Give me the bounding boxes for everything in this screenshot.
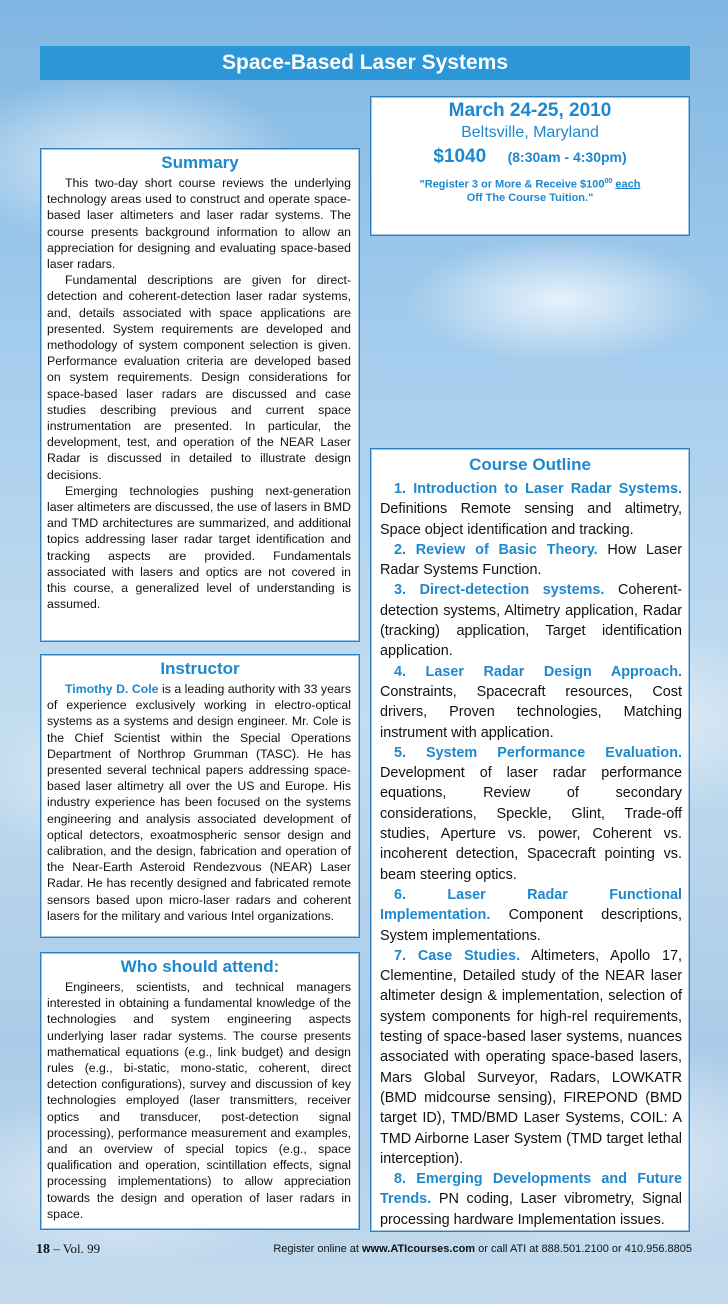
volume-label: – Vol. 99 [50,1240,101,1256]
audience-text: Engineers, scientists, and technical managers interested in obtaining a fundamental knowledge of the technologies and system engineering aspects underlying laser radar systems. The course presents mathematical equations (e.g., link budget) and design rules (e.g., bi-static, mono-static, coherent, direct detection configurations), survey and discussion of key technologies employed (laser transmitters, receiver optics and transducer, post-detection signal processing), performance measurement and examples, and an overview of special topics (e.g., space qualification and operation, scintillation effects, signal processing implementations) to allow appreciation towards the design and operation of laser radars in space. [47,980,351,1221]
module-text: Development of laser radar performance equations, Review of secondary considerations, Speckle, Glint, Trade-off studies, Aperture vs. power, Coherent vs. incoherent detection, Spacecraft pointing vs. beam steering optics. [380,765,682,883]
summary-heading: Summary [161,153,239,172]
module-title: 6. Laser Radar Functional Implementation. [380,886,682,924]
course-title: Space-Based Laser Systems [222,51,508,74]
summary-paragraph: Emerging technologies pushing next-generation laser altimeters are discussed, the use of lasers in BMD and TMD architectures are summarized, and additional topics addressing laser radar target identification and tracking aspects are provided. Fundamentals associated with lasers and optics are not covered in this course, a generalized level of understanding is assumed. [47,483,351,612]
instructor-bio [47,681,351,924]
instructor-box [40,654,360,938]
page-number: 18 [36,1241,50,1257]
module-text: Constraints, Spacecraft resources, Cost drivers, Proven technologies, Matching instrument with application. [380,683,682,741]
promo-text-start: "Register 3 or More & Receive $100 [419,178,605,191]
outline-module [380,580,682,661]
audience-heading: Who should attend: [120,957,280,976]
outline-module [380,662,682,743]
promo-each: each [615,178,641,191]
audience-box [40,952,360,1230]
module-title: 8. Emerging Developments and Future Trends. [380,1171,682,1208]
course-hours: (8:30am - 4:30pm) [507,149,627,166]
module-title: 4. Laser Radar Design Approach. [394,663,682,680]
website-link[interactable]: www.ATIcourses.com [362,1243,476,1255]
module-text: Coherent-detection systems, Altimetry application, Radar (tracking) application, Target identification application. [380,582,682,660]
module-text: How Laser Radar Systems Function. [380,541,682,579]
price-row [371,146,689,168]
summary-paragraph: Fundamental descriptions are given for direct-detection and coherent-detection laser radar systems, and, details associated with space applications are presented. System requirements are developed and methodology of system component selection is given. Performance evaluation criteria are developed based on system requirements. Design considerations for space-based laser radars are discussed and case studies describing previous and current space instrumentation are presented. In particular, the development, test, and operation of the NEAR Laser Radar is discussed in detailed to illustrate design decisions. [47,273,351,482]
registration-info [196,1243,692,1255]
page-reference [36,1241,196,1258]
instructor-name: Timothy D. Cole [65,682,159,696]
event-info-box [370,96,690,236]
promo-cents: 00 [604,177,613,185]
course-title-banner [40,46,690,80]
module-title: 2. Review of Basic Theory. [394,541,598,558]
register-text: Register online at [273,1243,362,1255]
module-title: 7. Case Studies. [394,947,521,964]
outline-module [380,479,682,540]
summary-box [40,148,360,642]
course-outline-box [370,448,690,1232]
group-discount-promo [371,175,689,206]
outline-module [380,743,682,885]
outline-module [380,885,682,946]
module-text: Definitions Remote sensing and altimetry, Space object identification and tracking. [380,501,682,538]
instructor-bio-text: is a leading authority with 33 years of experience exclusively working in electro-optical systems as a systems and design engineer. Mr. Cole is the Chief Scientist within the Special Operations Department of Northrop Grumman (TASC). He has presented several technical papers addressing space-based laser altimetry all over the US and Europe. His industry experience has been focused on the systems engineering and analysis associated development of optical detectors, exoatmospheric sensor design and calibration, and the design, fabrication and operation of the Near-Earth Asteroid Rendezvous (NEAR) Laser Radar. He has recently designed and fabricated remote sensors based upon micro-laser radars and coherent lasers for the military and various Intel organizations. [47,682,351,923]
summary-paragraph: This two-day short course reviews the underlying technology areas used to construct and operate space-based laser altimeters and laser radar systems. The course presents background information to allow an appreciation for designing and evaluating space-based laser radars. [47,176,351,272]
course-price: $1040 [433,146,487,168]
outline-heading: Course Outline [469,455,591,474]
phone-text: or call ATI at 888.501.2100 or 410.956.8805 [475,1243,692,1255]
page-footer [36,1240,692,1258]
module-title: 3. Direct-detection systems. [394,582,605,599]
outline-module [380,1169,682,1230]
module-text: PN coding, Laser vibrometry, Signal processing hardware Implementation issues. [380,1191,682,1228]
module-text: Altimeters, Apollo 17, Clementine, Detailed study of the NEAR laser altimeter design & implementation, selection of system components for high-rel requirements, testing of space-based laser systems, nuances associated with operating space-based lasers, Mars Global Surveyor, Radars, LOWKATR (BMD midcourse sensing), FIREPOND (BMD target ID), TMD/BMD Laser Systems, COIL: A TMD Airborne Laser System (TMD target lethal interception). [380,947,682,1167]
event-location: Beltsville, Maryland [461,124,599,142]
outline-module [380,540,682,581]
module-title: 5. System Performance Evaluation. [394,744,682,761]
instructor-heading: Instructor [160,659,240,678]
outline-module [380,946,682,1169]
module-title: 1. Introduction to Laser Radar Systems. [394,481,682,497]
module-text: Component descriptions, System implementations. [380,907,682,944]
promo-text-end: Off The Course Tuition." [466,192,594,205]
event-date: March 24-25, 2010 [448,100,612,121]
